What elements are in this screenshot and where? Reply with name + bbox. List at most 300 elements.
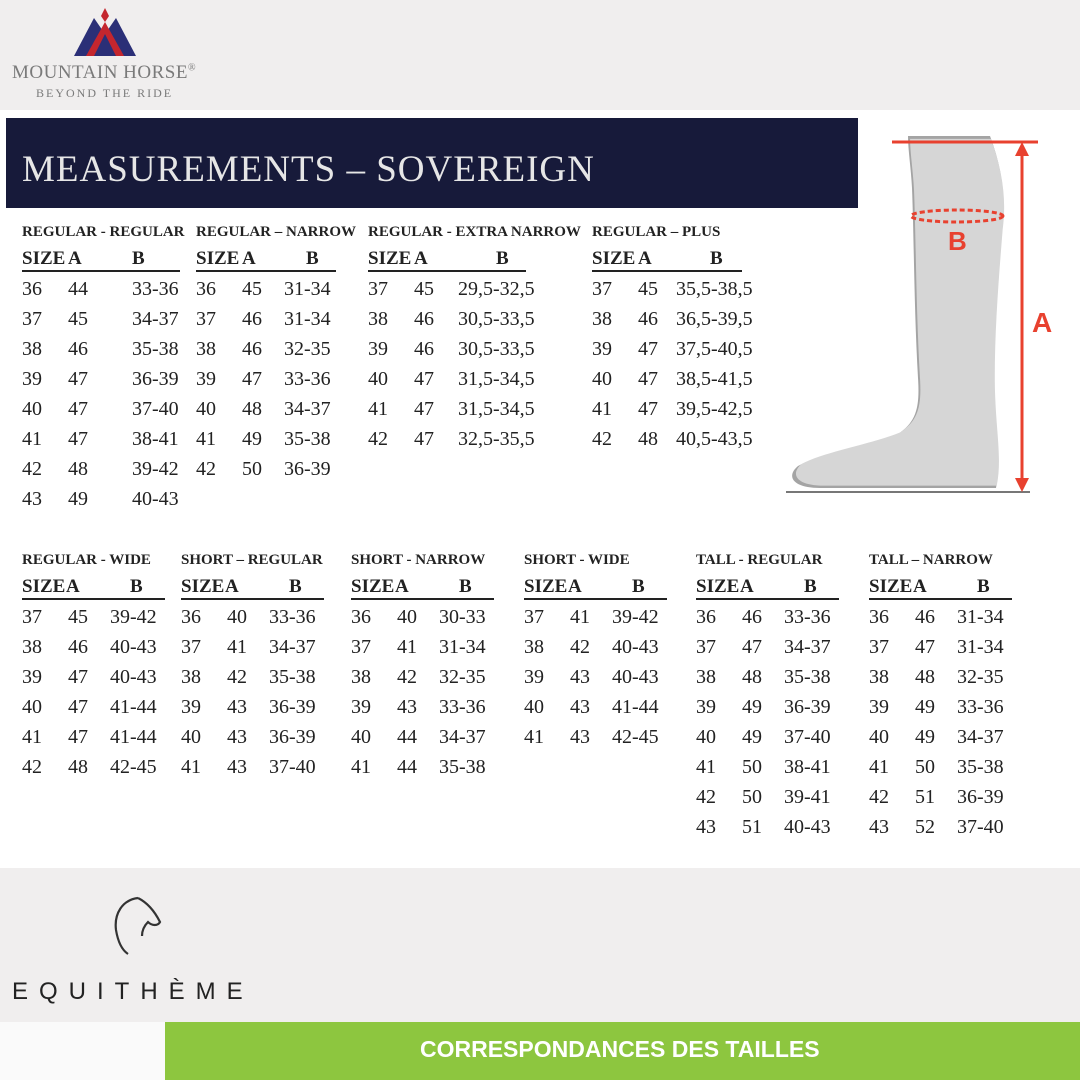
cell-b: 31-34 [439,636,486,658]
cell-size: 37 [22,308,42,330]
table-row [592,334,772,364]
cell-b: 40-43 [784,816,831,838]
cell-a: 45 [414,278,434,300]
cell-size: 39 [181,696,201,718]
cell-b: 29,5-32,5 [458,278,535,300]
cell-a: 49 [915,696,935,718]
cell-b: 32,5-35,5 [458,428,535,450]
cell-b: 35-38 [439,756,486,778]
cell-size: 42 [22,756,42,778]
cell-size: 41 [524,726,544,748]
header-underline [524,598,667,600]
table-row [22,424,182,454]
table-category-title: REGULAR - EXTRA NARROW [368,224,581,240]
cell-b: 35-38 [132,338,179,360]
header-a: A [740,576,754,597]
cell-a: 46 [742,606,762,628]
cell-a: 44 [397,726,417,748]
cell-size: 37 [592,278,612,300]
cell-size: 43 [696,816,716,838]
table-row [869,782,1019,812]
cell-b: 37-40 [132,398,179,420]
table-row [368,334,578,364]
cell-size: 39 [368,338,388,360]
cell-b: 32-35 [957,666,1004,688]
table-row [196,364,351,394]
cell-b: 32-35 [284,338,331,360]
cell-size: 41 [181,756,201,778]
size-correspondence-banner [165,1022,1080,1080]
table-row [524,692,674,722]
cell-b: 37-40 [784,726,831,748]
cell-size: 40 [22,398,42,420]
cell-size: 38 [368,308,388,330]
cell-b: 36-39 [784,696,831,718]
cell-b: 40-43 [110,666,157,688]
cell-size: 36 [196,278,216,300]
page-title: MEASUREMENTS – SOVEREIGN [22,149,595,190]
cell-size: 38 [181,666,201,688]
label-a: A [1032,307,1053,338]
cell-a: 43 [397,696,417,718]
table-row [592,424,772,454]
cell-size: 41 [869,756,889,778]
table-row [696,632,846,662]
header-b: B [710,248,723,269]
header-underline [22,598,165,600]
table-row [351,722,501,752]
table-row [524,662,674,692]
table-row [368,364,578,394]
header-b: B [496,248,509,269]
cell-a: 47 [68,428,88,450]
cell-a: 47 [915,636,935,658]
table-row [196,304,351,334]
size-table [351,552,501,782]
table-row [869,662,1019,692]
cell-a: 44 [397,756,417,778]
cell-size: 42 [592,428,612,450]
table-category-title: SHORT - WIDE [524,552,630,568]
size-table [181,552,331,782]
header-size: SIZE [592,248,636,269]
header-size: SIZE [22,248,66,269]
header-a: A [638,248,652,269]
cell-size: 39 [22,368,42,390]
cell-size: 41 [22,428,42,450]
cell-a: 52 [915,816,935,838]
header-size: SIZE [524,576,568,597]
cell-a: 48 [742,666,762,688]
cell-size: 42 [22,458,42,480]
cell-b: 33-36 [284,368,331,390]
table-category-title: TALL - REGULAR [696,552,823,568]
cell-size: 39 [351,696,371,718]
cell-a: 42 [397,666,417,688]
cell-size: 36 [351,606,371,628]
table-row [22,484,182,514]
size-table [592,224,772,454]
header-a: A [68,248,82,269]
cell-size: 37 [351,636,371,658]
table-row [351,662,501,692]
table-row [368,304,578,334]
cell-size: 38 [22,636,42,658]
cell-a: 44 [68,278,88,300]
cell-a: 41 [227,636,247,658]
cell-size: 42 [368,428,388,450]
cell-size: 37 [869,636,889,658]
table-row [368,424,578,454]
cell-a: 48 [68,458,88,480]
table-row [524,632,674,662]
equitheme-brand: EQUITHÈME [12,978,254,1005]
cell-a: 48 [638,428,658,450]
cell-b: 42-45 [110,756,157,778]
table-header [22,248,182,274]
table-row [196,334,351,364]
mountain-horse-logo-icon [72,8,138,58]
cell-a: 46 [915,606,935,628]
cell-a: 48 [915,666,935,688]
cell-size: 41 [351,756,371,778]
cell-size: 40 [592,368,612,390]
header-b: B [977,576,990,597]
cell-b: 33-36 [957,696,1004,718]
table-row [592,364,772,394]
table-row [696,662,846,692]
table-header [869,576,1019,602]
header-a: A [242,248,256,269]
cell-size: 40 [196,398,216,420]
cell-size: 42 [869,786,889,808]
cell-size: 38 [22,338,42,360]
cell-size: 43 [22,488,42,510]
header-underline [351,598,494,600]
table-row [22,394,182,424]
cell-b: 34-37 [957,726,1004,748]
header-size: SIZE [351,576,395,597]
cell-a: 47 [68,398,88,420]
table-row [869,632,1019,662]
cell-size: 38 [869,666,889,688]
cell-b: 38-41 [784,756,831,778]
cell-b: 40-43 [110,636,157,658]
header-b: B [459,576,472,597]
table-header [368,248,578,274]
table-row [869,812,1019,842]
table-row [696,692,846,722]
cell-a: 50 [915,756,935,778]
cell-b: 38,5-41,5 [676,368,753,390]
table-row [351,632,501,662]
table-row [22,662,172,692]
cell-b: 41-44 [110,726,157,748]
cell-b: 36-39 [284,458,331,480]
table-row [181,692,331,722]
header-b: B [132,248,145,269]
cell-b: 36-39 [269,696,316,718]
cell-a: 47 [242,368,262,390]
cell-a: 46 [638,308,658,330]
cell-b: 35,5-38,5 [676,278,753,300]
cell-a: 45 [68,308,88,330]
header-underline [869,598,1012,600]
cell-a: 50 [742,786,762,808]
cell-a: 49 [742,726,762,748]
cell-a: 46 [414,308,434,330]
table-row [196,274,351,304]
table-row [869,722,1019,752]
table-row [181,662,331,692]
cell-size: 38 [592,308,612,330]
size-table [22,552,172,782]
table-header [592,248,772,274]
cell-a: 46 [242,308,262,330]
header-b: B [632,576,645,597]
boot-measurement-diagram [780,128,1080,498]
cell-a: 47 [68,368,88,390]
cell-b: 35-38 [784,666,831,688]
table-header [696,576,846,602]
cell-b: 32-35 [439,666,486,688]
header-b: B [130,576,143,597]
arrow-down-icon [1015,478,1029,492]
cell-b: 40-43 [612,666,659,688]
cell-a: 46 [414,338,434,360]
cell-size: 38 [524,636,544,658]
size-table [196,224,357,484]
cell-a: 48 [68,756,88,778]
size-table [869,552,1019,842]
cell-b: 41-44 [612,696,659,718]
table-header [351,576,501,602]
cell-b: 36,5-39,5 [676,308,753,330]
table-row [22,274,182,304]
table-row [696,722,846,752]
cell-b: 39-42 [110,606,157,628]
cell-size: 41 [22,726,42,748]
table-category-title: SHORT - NARROW [351,552,486,568]
cell-b: 39-42 [132,458,179,480]
table-row [22,364,182,394]
cell-size: 42 [696,786,716,808]
cell-size: 37 [22,606,42,628]
header-underline [368,270,526,272]
header-size: SIZE [696,576,740,597]
table-row [22,602,172,632]
header-a: A [66,576,80,597]
arrow-up-icon [1015,142,1029,156]
trademark-symbol: ® [187,62,197,74]
header-underline [22,270,180,272]
header-a: A [568,576,582,597]
cell-size: 41 [196,428,216,450]
cell-a: 46 [68,338,88,360]
header-a: A [225,576,239,597]
header-a: A [913,576,927,597]
cell-size: 41 [592,398,612,420]
size-table [524,552,674,752]
header-size: SIZE [869,576,913,597]
table-category-title: REGULAR – NARROW [196,224,357,240]
cell-b: 37,5-40,5 [676,338,753,360]
table-row [368,274,578,304]
cell-a: 43 [570,726,590,748]
cell-b: 34-37 [784,636,831,658]
table-row [869,752,1019,782]
header-size: SIZE [22,576,66,597]
table-row [196,454,351,484]
cell-b: 33-36 [439,696,486,718]
size-table [22,224,185,514]
cell-a: 45 [68,606,88,628]
table-row [524,602,674,632]
table-row [22,722,172,752]
cell-b: 39,5-42,5 [676,398,753,420]
cell-a: 43 [570,666,590,688]
header-underline [196,270,336,272]
cell-size: 40 [22,696,42,718]
cell-a: 46 [68,636,88,658]
table-row [196,424,351,454]
size-table [368,224,581,454]
cell-a: 49 [68,488,88,510]
cell-a: 47 [414,428,434,450]
cell-b: 40,5-43,5 [676,428,753,450]
cell-b: 37-40 [957,816,1004,838]
cell-b: 33-36 [269,606,316,628]
cell-b: 30-33 [439,606,486,628]
cell-a: 47 [638,368,658,390]
cell-size: 39 [196,368,216,390]
header-b: B [804,576,817,597]
cell-a: 43 [570,696,590,718]
header-size: SIZE [196,248,240,269]
table-row [22,752,172,782]
cell-b: 31,5-34,5 [458,368,535,390]
cell-a: 47 [638,398,658,420]
cell-a: 46 [242,338,262,360]
cell-b: 35-38 [284,428,331,450]
cell-a: 47 [68,666,88,688]
table-row [351,752,501,782]
cell-b: 34-37 [284,398,331,420]
header-underline [696,598,839,600]
cell-a: 40 [227,606,247,628]
table-row [696,752,846,782]
cell-size: 38 [696,666,716,688]
table-header [524,576,674,602]
cell-b: 34-37 [132,308,179,330]
cell-size: 36 [869,606,889,628]
table-row [181,722,331,752]
table-row [592,304,772,334]
cell-a: 47 [68,726,88,748]
table-row [696,812,846,842]
cell-size: 40 [524,696,544,718]
cell-b: 39-42 [612,606,659,628]
header-b: B [306,248,319,269]
cell-b: 30,5-33,5 [458,338,535,360]
cell-a: 42 [227,666,247,688]
table-row [351,602,501,632]
header-a: A [395,576,409,597]
cell-a: 43 [227,756,247,778]
cell-a: 43 [227,726,247,748]
table-row [22,692,172,722]
label-b: B [948,226,967,256]
banner-text: CORRESPONDANCES DES TAILLES [420,1036,820,1062]
cell-a: 45 [638,278,658,300]
cell-size: 37 [696,636,716,658]
leg-highlight [796,139,1004,486]
table-category-title: TALL – NARROW [869,552,993,568]
table-row [696,602,846,632]
cell-a: 48 [242,398,262,420]
cell-b: 41-44 [110,696,157,718]
cell-a: 41 [570,606,590,628]
header-underline [181,598,324,600]
cell-a: 51 [915,786,935,808]
cell-a: 47 [742,636,762,658]
cell-a: 49 [915,726,935,748]
cell-b: 31-34 [957,636,1004,658]
cell-size: 37 [196,308,216,330]
table-row [22,632,172,662]
cell-a: 42 [570,636,590,658]
cell-a: 50 [742,756,762,778]
table-header [22,576,172,602]
cell-a: 40 [397,606,417,628]
cell-b: 33-36 [784,606,831,628]
cell-size: 38 [351,666,371,688]
cell-a: 49 [242,428,262,450]
table-header [196,248,351,274]
table-row [869,602,1019,632]
table-row [368,394,578,424]
cell-a: 47 [414,398,434,420]
cell-size: 39 [22,666,42,688]
cell-a: 45 [242,278,262,300]
cell-size: 39 [592,338,612,360]
cell-size: 42 [196,458,216,480]
cell-b: 36-39 [957,786,1004,808]
table-category-title: SHORT – REGULAR [181,552,323,568]
header-underline [592,270,742,272]
header-size: SIZE [368,248,412,269]
cell-size: 43 [869,816,889,838]
cell-a: 41 [397,636,417,658]
header-a: A [414,248,428,269]
table-row [22,304,182,334]
table-row [592,274,772,304]
cell-a: 47 [414,368,434,390]
table-row [181,602,331,632]
cell-size: 36 [181,606,201,628]
horse-head-logo-icon [108,892,168,956]
table-header [181,576,331,602]
cell-a: 50 [242,458,262,480]
cell-a: 49 [742,696,762,718]
cell-size: 36 [696,606,716,628]
cell-b: 34-37 [269,636,316,658]
cell-size: 40 [869,726,889,748]
table-category-title: REGULAR – PLUS [592,224,721,240]
table-row [22,334,182,364]
table-row [196,394,351,424]
cell-a: 47 [638,338,658,360]
